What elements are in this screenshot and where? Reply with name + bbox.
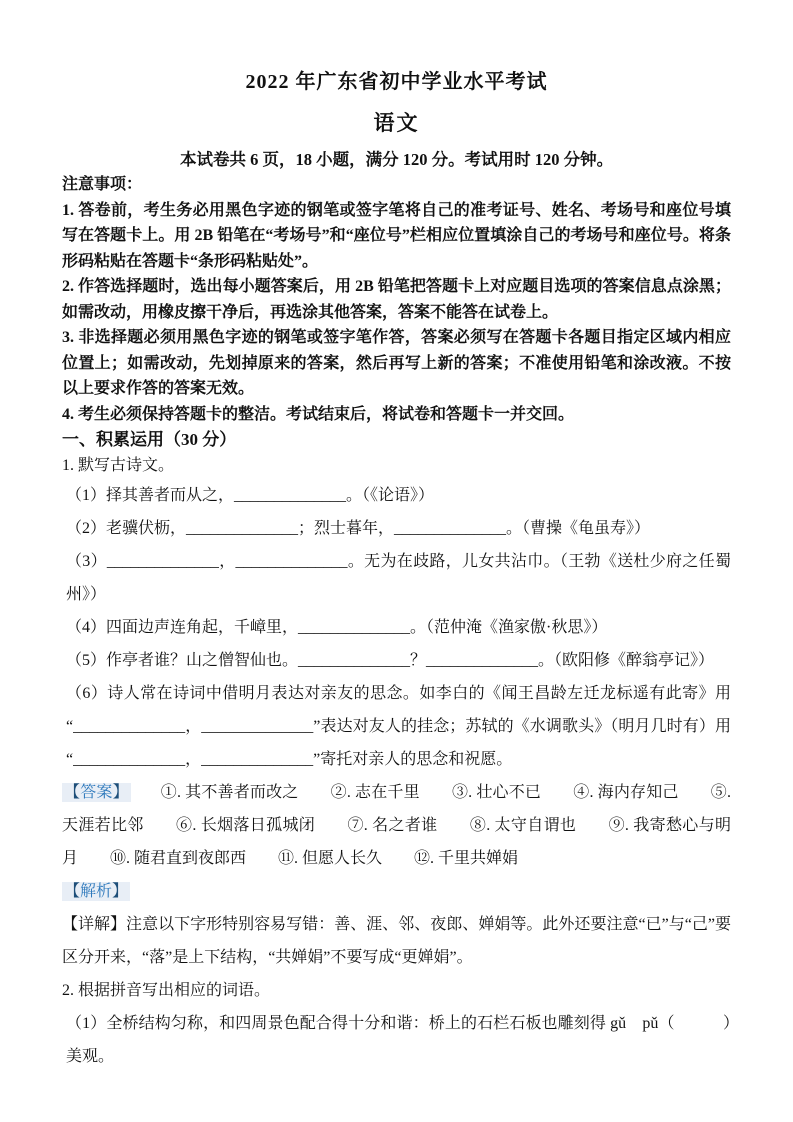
answer-label-text: 答案 xyxy=(80,784,113,801)
q1-item-3: （3）______________，______________。无为在歧路，儿女共沾巾。（王勃《送杜少府之任蜀州》） xyxy=(66,553,731,603)
q1-item-4: （4）四面边声连角起，千嶂里，______________。（范仲淹《渔家傲·秋思》） xyxy=(66,619,608,636)
q1-answer-line xyxy=(62,776,731,875)
exam-info-line: 本试卷共 6 页，18 小题，满分 120 分。考试用时 120 分钟。 xyxy=(179,150,614,169)
q1-analysis-line xyxy=(62,875,731,908)
q1-item-2: （2）老骥伏枥，______________；烈士暮年，______________。（曹操《龟虽寿》） xyxy=(66,520,651,537)
q2-stem: 2. 根据拼音写出相应的词语。 xyxy=(62,982,271,999)
notice-item-2: 2. 作答选择题时，选出每小题答案后，用 2B 铅笔把答题卡上对应题目选项的答案信息点涂黑；如需改动，用橡皮擦干净后，再选涂其他答案，答案不能答在试卷上。 xyxy=(62,278,731,321)
answer-label xyxy=(62,783,131,802)
notice-heading: 注意事项： xyxy=(62,176,143,193)
notice-item-4: 4. 考生必须保持答题卡的整洁。考试结束后，将试卷和答题卡一并交回。 xyxy=(62,405,575,423)
notice-item-1: 1. 答卷前，考生务必用黑色字迹的钢笔或签字笔将自己的准考证号、姓名、考场号和座位号填写在答题卡上。用 2B 铅笔在“考场号”和“座位号”栏相应位置填涂自己的考场号和座位号。将条形码粘贴在答题卡“条形码粘贴处”。 xyxy=(62,201,731,270)
q1-stem: 1. 默写古诗文。 xyxy=(62,457,175,474)
notice-section xyxy=(62,172,731,427)
q1-item-5: （5）作亭者谁？山之僧智仙也。______________？______________。（欧阳修《醉翁亭记》） xyxy=(66,652,715,669)
exam-title: 2022 年广东省初中学业水平考试 xyxy=(245,71,548,93)
analysis-label-close-bracket: 】 xyxy=(112,883,129,900)
question-section xyxy=(62,427,731,1073)
notice-item-3: 3. 非选择题必须用黑色字迹的钢笔或签字笔作答，答案必须写在答题卡各题目指定区域内相应位置上；如需改动，先划掉原来的答案，然后再写上新的答案；不准使用铅笔和涂改液。不按以上要求作答的答案无效。 xyxy=(62,329,731,397)
answer-label-open-bracket: 【 xyxy=(64,784,81,801)
q1-item-1: （1）择其善者而从之，______________。（《论语》） xyxy=(66,487,435,504)
answer-label-close-bracket: 】 xyxy=(112,784,129,801)
exam-subject: 语文 xyxy=(373,111,420,135)
analysis-label-open-bracket: 【 xyxy=(64,883,81,900)
analysis-label-text: 解析 xyxy=(80,883,113,900)
analysis-label xyxy=(62,882,130,901)
q1-item-6: （6）诗人常在诗词中借明月表达对亲友的思念。如李白的《闻王昌龄左迁龙标遥有此寄》用“______________，______________”表达对友人的挂念；苏轼的《水调歌头》（明月几时有）用“______________，______________”寄托对亲人的思念和祝愿。 xyxy=(66,685,731,768)
q1-explanation: 【详解】注意以下字形特别容易写错：善、涯、邻、夜郎、婵娟等。此外还要注意“已”与“己”要区分开来，“落”是上下结构，“共婵娟”不要写成“更婵娟”。 xyxy=(62,916,731,966)
section-heading: 一、积累运用（30 分） xyxy=(62,430,237,449)
q2-item-1: （1）全桥结构匀称，和四周景色配合得十分和谐：桥上的石栏石板也雕刻得 gǔ pǔ（ ）美观。 xyxy=(66,1015,731,1065)
answer-items-text: ①. 其不善者而改之 ②. 志在千里 ③. 壮心不已 ④. 海内存知己 ⑤. 天涯若比邻 ⑥. 长烟落日孤城闭 ⑦. 名之者谁 ⑧. 太守自谓也 ⑨. 我寄愁心与明月 ⑩. 随君直到夜郎西 ⑪. 但愿人长久 ⑫. 千里共婵娟 xyxy=(62,784,731,867)
